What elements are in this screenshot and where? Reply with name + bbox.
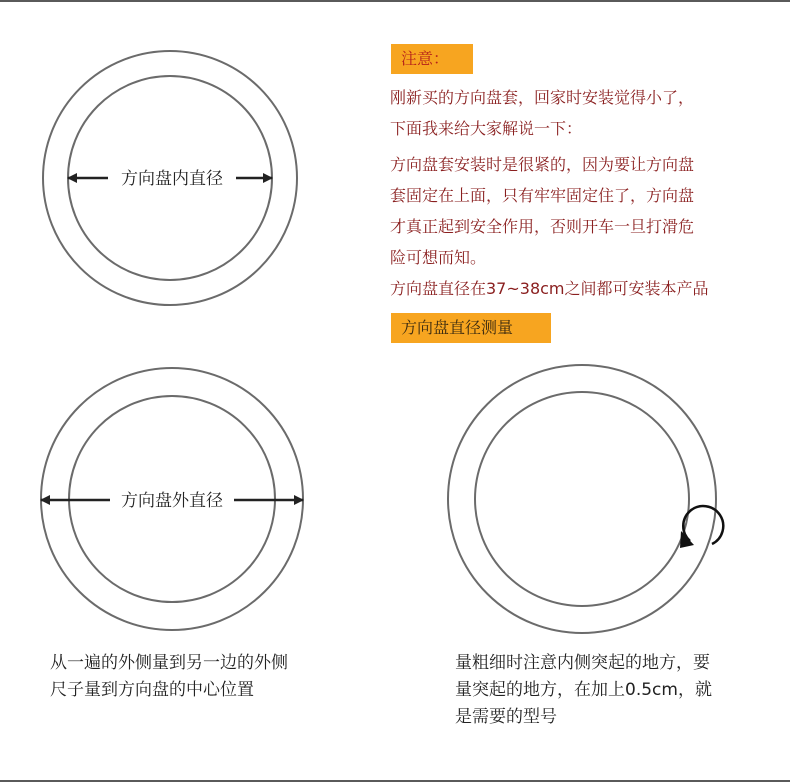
- note-body-line: 险可想而知。: [390, 248, 487, 267]
- wheel-outer-ring: [448, 365, 716, 633]
- note-body-line: 方向盘直径在37~38cm之间都可安装本产品: [390, 279, 709, 298]
- note-tag: 注意：: [391, 44, 473, 74]
- measure-tag: 方向盘直径测量: [391, 313, 551, 343]
- caption-line: 尺子量到方向盘的中心位置: [50, 680, 254, 700]
- outer-diameter-figure: [41, 368, 303, 630]
- caption-line: 从一遍的外侧量到另一边的外侧: [50, 653, 288, 673]
- outer-measure-caption: [50, 650, 370, 704]
- outer-diameter-label: 方向盘外直径: [121, 491, 223, 511]
- note-intro: [390, 82, 785, 144]
- caption-line: 是需要的型号: [455, 707, 557, 727]
- note-body-line: 才真正起到安全作用，否则开车一旦打滑危: [390, 217, 695, 236]
- thickness-figure: [448, 365, 723, 633]
- thickness-caption: [455, 650, 775, 731]
- inner-diameter-label: 方向盘内直径: [121, 169, 223, 189]
- rim-wrap-arrow-icon: [683, 506, 723, 544]
- note-body-line: 套固定在上面，只有牢牢固定住了，方向盘: [390, 186, 695, 205]
- caption-line: 量突起的地方，在加上0.5cm，就: [455, 680, 712, 700]
- note-body-line: 方向盘套安装时是很紧的，因为要让方向盘: [390, 155, 695, 174]
- caption-line: 量粗细时注意内侧突起的地方，要: [455, 653, 710, 673]
- rim-wrap-arrowhead-icon: [680, 531, 694, 548]
- note-intro-line: 刚新买的方向盘套，回家时安装觉得小了，: [390, 88, 695, 107]
- note-body: [390, 149, 785, 304]
- inner-diameter-figure: [43, 51, 297, 305]
- note-intro-line: 下面我来给大家解说一下：: [390, 119, 583, 138]
- wheel-inner-ring: [475, 392, 689, 606]
